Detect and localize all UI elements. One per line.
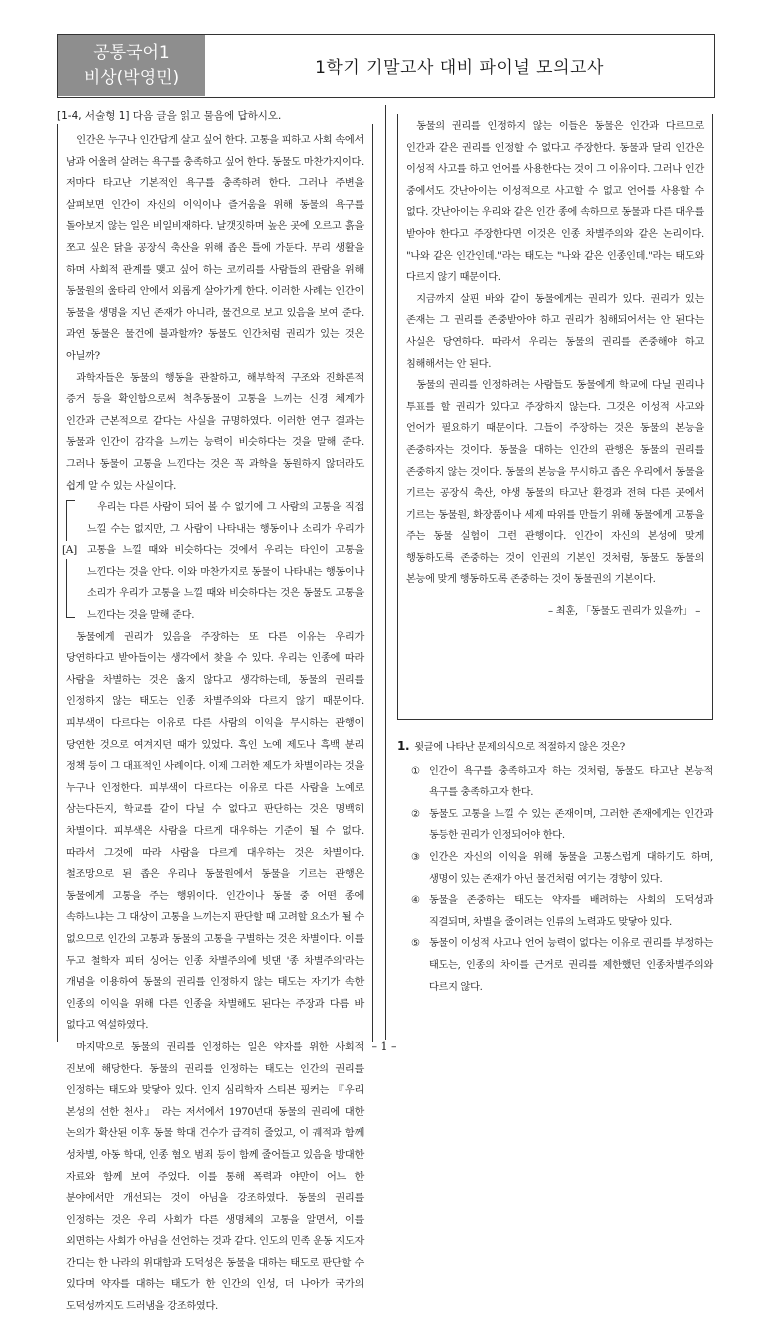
question-stem [397, 736, 713, 759]
choice-text: 인간이 욕구를 충족하고자 하는 것처럼, 동물도 타고난 본능적 욕구를 충족하고자 한다. [429, 765, 713, 799]
subject-name: 공통국어1 [93, 43, 170, 63]
choice-number: ② [411, 808, 420, 820]
choice-text: 동물을 존중하는 태도는 약자를 배려하는 사회의 도덕성과 직결되며, 차별을 줄이려는 인류의 노력과도 맞닿아 있다. [429, 895, 713, 928]
passage-box-right [397, 114, 713, 720]
exam-title: 1학기 기말고사 대비 파이널 모의고사 [315, 58, 604, 78]
passage-box-left [57, 124, 373, 1313]
choice-2[interactable] [397, 804, 713, 847]
question-1 [397, 736, 713, 998]
choice-4[interactable] [397, 890, 713, 933]
section-a [62, 497, 364, 627]
passage-paragraph-2: 과학자들은 동물의 행동을 관찰하고, 해부학적 구조와 진화론적 증거 등을 확인함으로써 척추동물이 고통을 느끼는 신경 체계가 인간과 근본적으로 같다는 사실을 규명하였다. 이러한 연구 결과는 동물과 인간이 감각을 느끼는 능력이 비슷하다는 것을 말해 준다. 그러나 동물이 고통을 느낀다는 것은 꼭 과학을 동원하지 않더라도 쉽게 알 수 있는 사실이다. [66, 372, 364, 492]
section-a-label: [A] [62, 541, 77, 559]
choice-number: ⑤ [411, 938, 420, 950]
passage-paragraph-6: 지금까지 살핀 바와 같이 동물에게는 권리가 있다. 권리가 있는 존재는 그 권리를 존중받아야 하고 권리가 침해되어서는 안 된다는 사실은 당연하다. 따라서 우리는 동물의 권리를 존중해야 하고 침해해서는 안 된다. [406, 293, 704, 370]
column-divider [385, 105, 386, 1040]
passage-source: – 최훈, 「동물도 권리가 있을까」 – [548, 606, 700, 618]
subject-box [58, 35, 205, 96]
choice-number: ③ [411, 851, 420, 863]
textbook-name: 비상(박영민) [83, 68, 180, 88]
choice-3[interactable] [397, 847, 713, 890]
question-text: 윗글에 나타난 문제의식으로 적절하지 않은 것은? [414, 742, 625, 753]
question-instruction: [1-4, 서술형 1] 다음 글을 읽고 물음에 답하시오. [57, 110, 282, 122]
page-number: – 1 – [371, 1040, 397, 1053]
passage-paragraph-7: 동물의 권리를 인정하려는 사람들도 동물에게 학교에 다닐 권리나 투표를 할 권리가 있다고 주장하지 않는다. 그것은 이성적 사고와 언어가 필요하기 때문이다. 그들이 주장하는 것은 동물의 본능을 존중하자는 것이다. 동물을 대하는 인간의 관행은 동물의 권리를 존중하지 않는 것이다. 동물의 본능을 무시하고 좁은 우리에서 동물을 기르는 공장식 축산, 야생 동물의 타고난 환경과 전혀 다른 곳에서 기르는 동물원, 화장품이나 세제 따위를 만들기 위해 동물에게 고통을 주는 동물 실험이 그런 관행이다. 인간이 자신의 본성에 맞게 행동하도록 존중하는 것이 인권의 기본인 것처럼, 동물도 동물의 본능에 맞게 행동하도록 존중하는 것이 동물권의 기본이다. [406, 380, 704, 586]
choice-number: ④ [411, 895, 420, 907]
question-number: 1. [397, 739, 410, 753]
choice-5[interactable] [397, 933, 713, 998]
section-a-text: 우리는 다른 사람이 되어 볼 수 없기에 그 사람의 고통을 직접 느낄 수는 없지만, 그 사람이 나타내는 행동이나 소리가 우리가 고통을 느낄 때와 비슷하다는 것에서 우리는 타인이 고통을 느낀다는 것을 안다. 이와 마찬가지로 동물이 나타내는 행동이나 소리가 우리가 고통을 느낄 때와 비슷하다는 것은 동물도 고통을 느낀다는 것을 말해 준다. [87, 502, 364, 622]
section-a-bracket [66, 500, 75, 618]
choice-1[interactable] [397, 761, 713, 804]
exam-header [57, 34, 715, 98]
choice-text: 동물도 고통을 느낄 수 있는 존재이며, 그러한 존재에게는 인간과 동등한 권리가 인정되어야 한다. [429, 808, 713, 842]
passage-paragraph-5: 동물의 권리를 인정하지 않는 이들은 동물은 인간과 다르므로 인간과 같은 권리를 인정할 수 없다고 주장한다. 동물과 달리 인간은 이성적 사고를 하고 언어를 사용한다는 것이 그 이유이다. 그러나 인간 중에서도 갓난아이는 이성적으로 사고할 수 없고 언어를 사용할 수 없다. 갓난아이는 우리와 같은 인간 종에 속하므로 동물과 다른 대우를 받아야 한다고 주장한다면 이것은 인종 차별주의와 같은 논리이다. "나와 같은 인간인데."라는 태도는 "나와 같은 인종인데."라는 태도와 다르지 않기 때문이다. [406, 121, 704, 284]
choice-text: 인간은 자신의 이익을 위해 동물을 고통스럽게 대하기도 하며, 생명이 있는 존재가 아닌 물건처럼 여기는 경향이 있다. [429, 851, 713, 885]
passage-paragraph-4-start: 마지막으로 동물의 권리를 인정하는 일은 약자를 위한 사회적 진보에 해당한다. 동물의 권리를 인정하는 태도는 인간의 권리를 인정하는 태도와 맞닿아 있다. 인지 심리학자 스티븐 핑커는 『우리 본성의 선한 천사』 라는 저서에서 1970년대 동물의 권리에 대한 논의가 확산된 이후 동물 학대 건수가 급격히 줄었고, 이 궤적과 함께 성차별, 아동 학대, 인종 혐오 범죄 등이 함께 줄어들고 있음을 방대한 자료와 함께 보여 주었다. 이를 통해 폭력과 야만이 어느 한 분야에서만 개선되는 것이 아님을 강조하였다. 동물의 권리를 인정하는 것은 우리 사회가 다른 생명체의 고통을 알면서, 이를 외면하는 사회가 아님을 선언하는 것과 같다. 인도의 민족 운동 지도자 간디는 한 나라의 위대함과 도덕성은 동물을 대하는 태도로 판단할 수 있다며 약자를 대하는 태도가 한 인간의 인성, 더 나아가 국가의 도덕성까지도 드러냄을 강조하였다. [66, 1041, 364, 1313]
passage-paragraph-3: 동물에게 권리가 있음을 주장하는 또 다른 이유는 우리가 당연하다고 받아들이는 생각에서 찾을 수 있다. 우리는 인종에 따라 사람을 차별하는 것은 옳지 않다고 생각하는데, 동물의 권리를 인정하지 않는 태도는 인종 차별주의와 다르지 않기 때문이다. 피부색이 다르다는 이유로 다른 사람의 이익을 무시하는 관행이 당연한 것으로 여겨지던 때가 있었다. 흑인 노예 제도나 흑백 분리 정책 등이 그 대표적인 사례이다. 이제 그러한 제도가 차별이라는 것을 누구나 인정한다. 피부색이 다르다는 이유로 다른 사람을 노예로 삼는다든지, 학교를 같이 다닐 수 없다고 판단하는 것은 명백히 차별이다. 피부색은 사람을 다르게 대우하는 기준이 될 수 없다. 따라서 그것에 따라 사람을 다르게 대우하는 것은 차별이다. 철조망으로 된 좁은 우리나 동물원에서 동물을 기르는 관행은 동물에게 고통을 주는 행위이다. 인간이나 동물 중 어떤 종에 속하느냐는 그 대상이 고통을 느끼는지 판단할 때 고려할 요소가 될 수 없으므로 인간의 고통과 동물의 고통을 구별하는 것은 차별이다. 이를 두고 철학자 피터 싱어는 인종 차별주의에 빗댄 '종 차별주의'라는 개념을 이용하여 동물의 권리를 인정하지 않는 태도는 자기가 속한 인종의 이익을 위해 다른 인종을 차별해도 된다는 주장과 다름 바 없다고 역설하였다. [66, 631, 364, 1032]
passage-paragraph-1: 인간은 누구나 인간답게 살고 싶어 한다. 고통을 피하고 사회 속에서 남과 어울려 살려는 욕구를 충족하고 싶어 한다. 동물도 마찬가지이다. 저마다 타고난 기본적인 욕구를 충족하려 한다. 그러나 주변을 살펴보면 인간이 자신의 이익이나 즐거움을 위해 동물의 욕구를 돌아보지 않는 일은 비일비재하다. 날갯짓하며 높은 곳에 오르고 흙을 쪼고 싶은 닭을 공장식 축산을 위해 좁은 틀에 가둔다. 무리 생활을 하며 사회적 관계를 맺고 싶어 하는 코끼리를 사람들의 관람을 위해 동물원의 울타리 안에서 외롭게 살아가게 한다. 이러한 사례는 인간이 동물을 생명을 지닌 존재가 아니라, 물건으로 보고 있음을 보여 준다. 과연 동물은 물건에 불과할까? 동물도 인간처럼 권리가 있는 것은 아닐까? [66, 135, 364, 362]
choice-number: ① [411, 765, 420, 777]
choice-text: 동물이 이성적 사고나 언어 능력이 없다는 이유로 권리를 부정하는 태도는, 인종의 차이를 근거로 권리를 제한했던 인종차별주의와 다르지 않다. [429, 938, 713, 993]
